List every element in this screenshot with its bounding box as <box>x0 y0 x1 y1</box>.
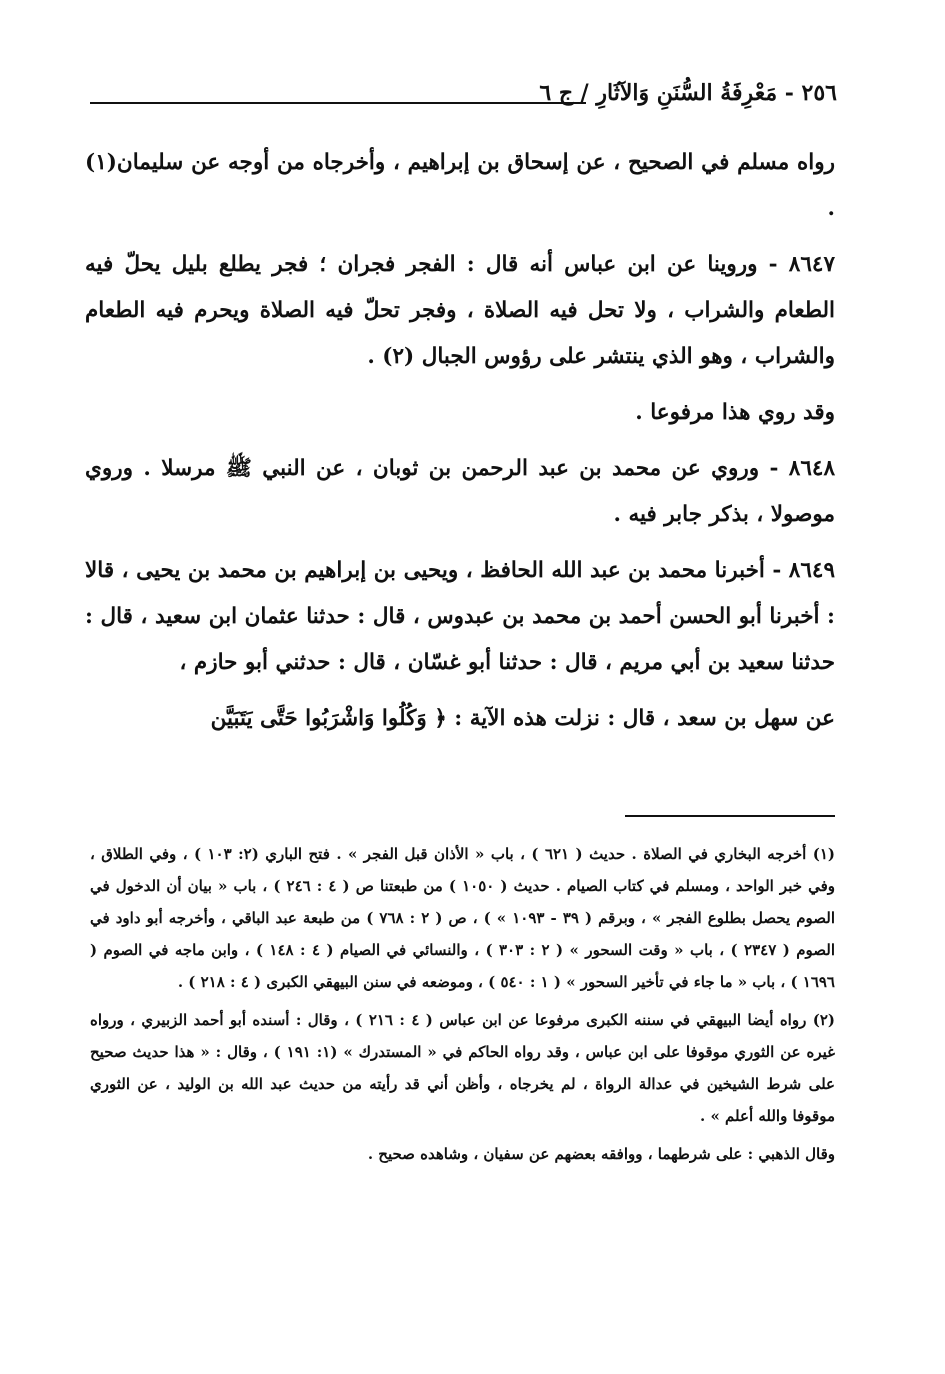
running-header: ٢٥٦ - مَعْرِفَةُ السُّنَنِ وَالآثَارِ / ج ٦ <box>539 80 837 106</box>
footnote-2-continuation: وقال الذهبي : على شرطهما ، ووافقه بعضهم عن سفيان ، وشاهده صحيح . <box>367 1145 835 1163</box>
footnote-separator <box>625 815 835 817</box>
footnotes <box>90 838 835 1176</box>
paragraph-sahl-bin-sad: عن سهل بن سعد ، قال : نزلت هذه الآية : ﴿ وَكُلُوا وَاشْرَبُوا حَتَّى يَتَبَيَّن <box>210 706 835 731</box>
footnote-1: (١) أخرجه البخاري في الصلاة . حديث ( ٦٢١ ) ، باب « الأذان قبل الفجر » . فتح الباري (٢: ١٠٣ ) ، وفي الطلاق ، وفي خبر الواحد ، ومسلم في كتاب الصيام . حديث ( ١٠٥٠ ) من طبعتنا ص ( ٤ : ٢٤٦ ) ، باب « بيان أن الدخول في الصوم يحصل بطلوع الفجر » ، وبرقم ( ٣٩ - ١٠٩٣ » ) ، ص ( ٢ : ٧٦٨ ) من طبعة عبد الباقي ، وأخرجه أبو داود في الصوم ( ٢٣٤٧ ) ، باب « وقت السحور » ( ٢ : ٣٠٣ ) ، والنسائي في الصيام ( ٤ : ١٤٨ ) ، وابن ماجه في الصوم ( ١٦٩٦ ) ، باب « ما جاء في تأخير السحور » ( ١ : ٥٤٠ ) ، وموضعه في سنن البيهقي الكبرى ( ٤ : ٢١٨ ) . <box>90 845 836 991</box>
hadith-8647: ٨٦٤٧ - وروينا عن ابن عباس أنه قال : الفجر فجران ؛ فجر يطلع بليل يحلّ فيه الطعام والشراب ، ولا تحل فيه الصلاة ، وفجر تحلّ فيه الصلاة ويحرم فيه الطعام والشراب ، وهو الذي ينتشر على رؤوس الجبال (٢) . <box>85 252 835 369</box>
header-divider <box>90 102 586 104</box>
paragraph-marfu-note: وقد روي هذا مرفوعا . <box>635 400 835 425</box>
paragraph-muslim-report: رواه مسلم في الصحيح ، عن إسحاق بن إبراهيم ، وأخرجاه من أوجه عن سليمان(١) . <box>85 150 835 221</box>
hadith-8649: ٨٦٤٩ - أخبرنا محمد بن عبد الله الحافظ ، ويحيى بن إبراهيم بن محمد بن يحيى ، قالا : أخبرنا أبو الحسن أحمد بن محمد بن عبدوس ، قال : حدثنا عثمان ابن سعيد ، قال : حدثنا سعيد بن أبي مريم ، قال : حدثنا أبو غسّان ، قال : حدثني أبو حازم ، <box>85 558 835 675</box>
hadith-8648: ٨٦٤٨ - وروي عن محمد بن عبد الرحمن بن ثوبان ، عن النبي ﷺ مرسلا . وروي موصولا ، بذكر جابر فيه . <box>85 456 835 527</box>
footnote-2: (٢) رواه أيضا البيهقي في سننه الكبرى مرفوعا عن ابن عباس ( ٤ : ٢١٦ ) ، وقال : أسنده أبو أحمد الزبيري ، ورواه غيره عن الثوري موقوفا على ابن عباس ، وقد رواه الحاكم في « المستدرك » (١: ١٩١ ) ، وقال : « هذا حديث صحيح على شرط الشيخين في عدالة الرواة ، لم يخرجاه ، وأظن أني قد رأيته من حديث عبد الله بن الوليد ، عن الثوري موقوفا والله أعلم » . <box>90 1011 836 1125</box>
main-text <box>85 140 835 752</box>
